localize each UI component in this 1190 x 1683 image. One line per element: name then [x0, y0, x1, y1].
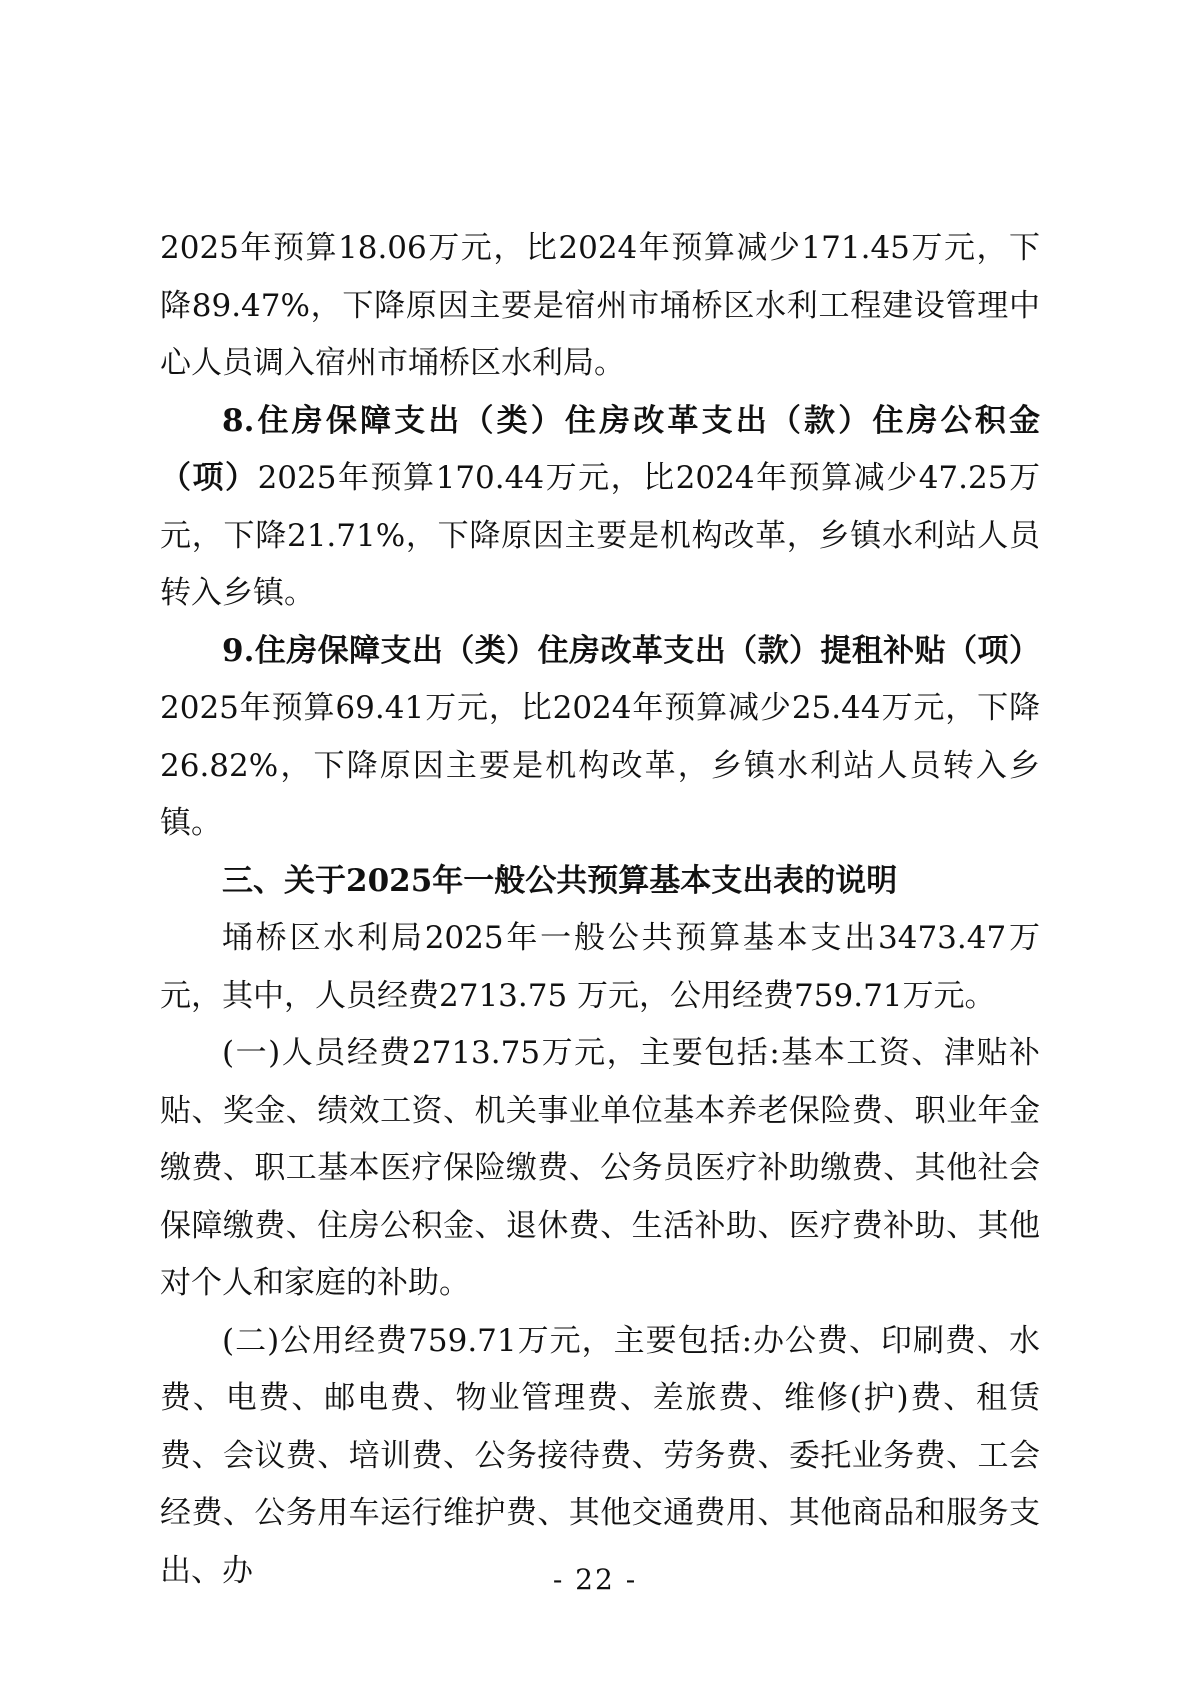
document-body [160, 220, 1040, 1600]
paragraph-text: 2025年预算170.44万元，比2024年预算减少47.25万元，下降21.71%，下降原因主要是机构改革，乡镇水利站人员转入乡镇。 [160, 460, 1040, 611]
page-number: - 22 - [552, 1563, 638, 1596]
paragraph-personnel-expenses: (一)人员经费2713.75万元，主要包括:基本工资、津贴补贴、奖金、绩效工资、机关事业单位基本养老保险费、职业年金缴费、职工基本医疗保险缴费、公务员医疗补助缴费、其他社会保障缴费、住房公积金、退休费、生活补助、医疗费补助、其他对个人和家庭的补助。 [160, 1035, 1040, 1301]
paragraph-item-9 [160, 623, 1040, 853]
paragraph-item-8 [160, 393, 1040, 623]
item-heading: 8.住房保障支出（类）住房改革支出（款）住房公积金（项） [160, 402, 1040, 496]
paragraph-text: 2025年预算69.41万元，比2024年预算减少25.44万元，下降26.82%，下降原因主要是机构改革，乡镇水利站人员转入乡镇。 [160, 690, 1040, 841]
item-heading: 9.住房保障支出（类）住房改革支出（款）提租补贴（项） [222, 632, 1040, 669]
paragraph-summary: 埇桥区水利局2025年一般公共预算基本支出3473.47万元，其中，人员经费2713.75 万元，公用经费759.71万元。 [160, 920, 1040, 1014]
paragraph-public-expenses: (二)公用经费759.71万元，主要包括:办公费、印刷费、水费、电费、邮电费、物业管理费、差旅费、维修(护)费、租赁费、会议费、培训费、公务接待费、劳务费、委托业务费、工会经费、公务用车运行维护费、其他交通费用、其他商品和服务支出、办 [160, 1322, 1040, 1589]
paragraph-continued [160, 220, 1040, 393]
paragraph-text: 2025年预算18.06万元，比2024年预算减少171.45万元，下降89.47%，下降原因主要是宿州市埇桥区水利工程建设管理中心人员调入宿州市埇桥区水利局。 [160, 230, 1040, 381]
section-heading: 三、关于2025年一般公共预算基本支出表的说明 [222, 862, 898, 899]
